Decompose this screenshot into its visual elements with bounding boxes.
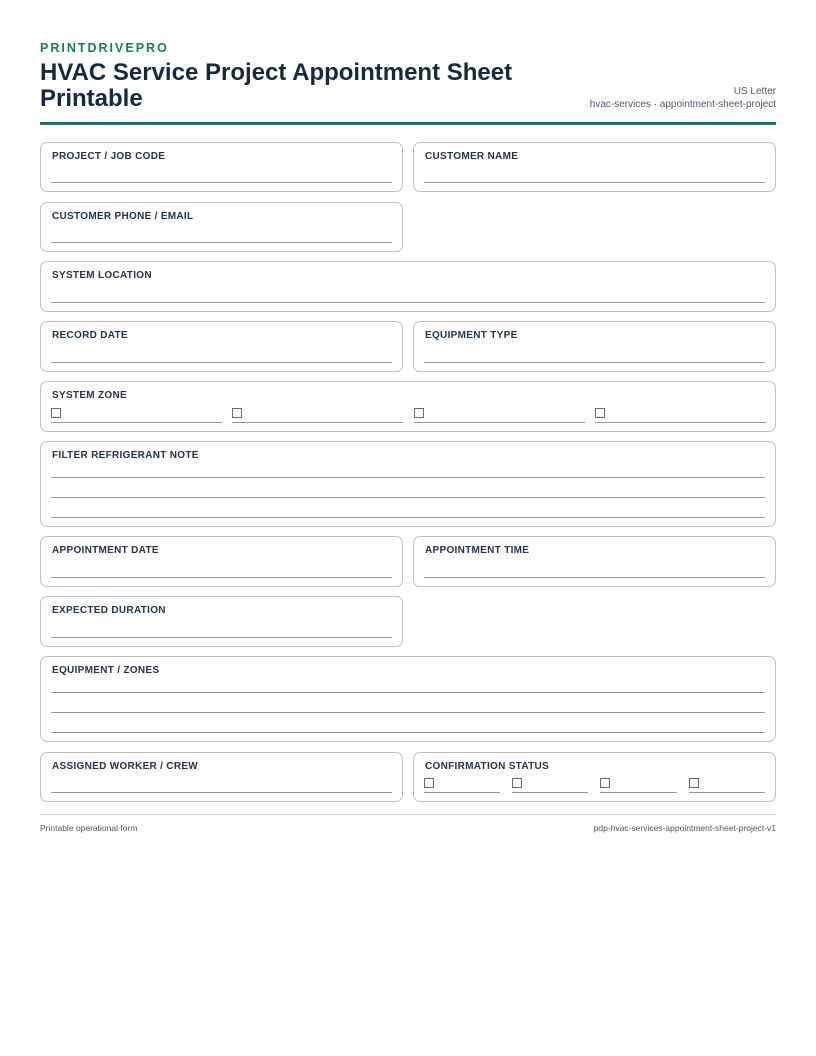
appointment-time-field	[413, 536, 776, 587]
assigned-worker-input-line[interactable]	[51, 792, 392, 793]
job-code-input-line[interactable]	[51, 182, 392, 183]
zone-option-3	[414, 408, 585, 423]
confirmation-status-field	[413, 752, 776, 802]
equipment-zones-line-2[interactable]	[51, 712, 765, 713]
zone-option-4	[595, 408, 766, 423]
status-option-4	[689, 778, 765, 793]
customer-name-field	[413, 142, 776, 192]
system-zone-field	[40, 381, 776, 432]
field-label: SYSTEM LOCATION	[52, 270, 152, 281]
field-label: APPOINTMENT DATE	[52, 545, 159, 556]
checkbox[interactable]	[414, 408, 424, 418]
expected-duration-field	[40, 596, 403, 647]
form-slug: hvac-services · appointment-sheet-project	[589, 99, 776, 110]
equipment-type-field	[413, 321, 776, 372]
equipment-zones-field	[40, 656, 776, 742]
system-location-input-line[interactable]	[51, 302, 765, 303]
record-date-input-line[interactable]	[51, 362, 392, 363]
equipment-type-input-line[interactable]	[424, 362, 765, 363]
zone-option-1	[51, 408, 222, 423]
filter-note-field	[40, 441, 776, 527]
expected-duration-input-line[interactable]	[51, 637, 392, 638]
checkbox[interactable]	[424, 778, 434, 788]
assigned-worker-field	[40, 752, 403, 802]
field-label: APPOINTMENT TIME	[425, 545, 530, 556]
page-meta	[590, 85, 776, 111]
job-code-field	[40, 142, 403, 192]
checkbox[interactable]	[232, 408, 242, 418]
footer-left: Printable operational form	[40, 823, 138, 833]
page-title: HVAC Service Project Appointment Sheet Printable	[40, 59, 513, 112]
filter-note-line-1[interactable]	[51, 477, 765, 478]
appointment-date-input-line[interactable]	[51, 577, 392, 578]
field-label: CUSTOMER PHONE / EMAIL	[52, 211, 194, 222]
customer-name-input-line[interactable]	[424, 182, 765, 183]
filter-note-line-3[interactable]	[51, 517, 765, 518]
field-label: CONFIRMATION STATUS	[425, 761, 550, 772]
appointment-date-field	[40, 536, 403, 587]
equipment-zones-line-1[interactable]	[51, 692, 765, 693]
customer-contact-field	[40, 202, 403, 252]
checkbox[interactable]	[51, 408, 61, 418]
field-label: EQUIPMENT / ZONES	[52, 665, 160, 676]
field-label: PROJECT / JOB CODE	[52, 151, 166, 162]
checkbox[interactable]	[689, 778, 699, 788]
system-location-field	[40, 261, 776, 312]
status-option-3	[600, 778, 677, 793]
zone-option-2	[232, 408, 403, 423]
field-label: FILTER REFRIGERANT NOTE	[52, 450, 199, 461]
customer-contact-input-line[interactable]	[51, 242, 392, 243]
status-option-2	[512, 778, 588, 793]
filter-note-line-2[interactable]	[51, 497, 765, 498]
header-rule	[40, 122, 776, 125]
checkbox[interactable]	[512, 778, 522, 788]
field-label: CUSTOMER NAME	[425, 151, 519, 162]
record-date-field	[40, 321, 403, 372]
field-label: EXPECTED DURATION	[52, 605, 166, 616]
footer-rule	[40, 814, 776, 815]
appointment-time-input-line[interactable]	[424, 577, 765, 578]
field-label: RECORD DATE	[52, 330, 128, 341]
checkbox[interactable]	[595, 408, 605, 418]
brand-name: PRINTDRIVEPRO	[40, 41, 169, 55]
field-label: EQUIPMENT TYPE	[425, 330, 518, 341]
field-label: ASSIGNED WORKER / CREW	[52, 761, 199, 772]
checkbox[interactable]	[600, 778, 610, 788]
equipment-zones-line-3[interactable]	[51, 732, 765, 733]
footer-right: pdp-hvac-services-appointment-sheet-project-v1	[593, 823, 776, 833]
status-option-1	[424, 778, 500, 793]
field-label: SYSTEM ZONE	[52, 390, 127, 401]
paper-size: US Letter	[733, 86, 776, 97]
